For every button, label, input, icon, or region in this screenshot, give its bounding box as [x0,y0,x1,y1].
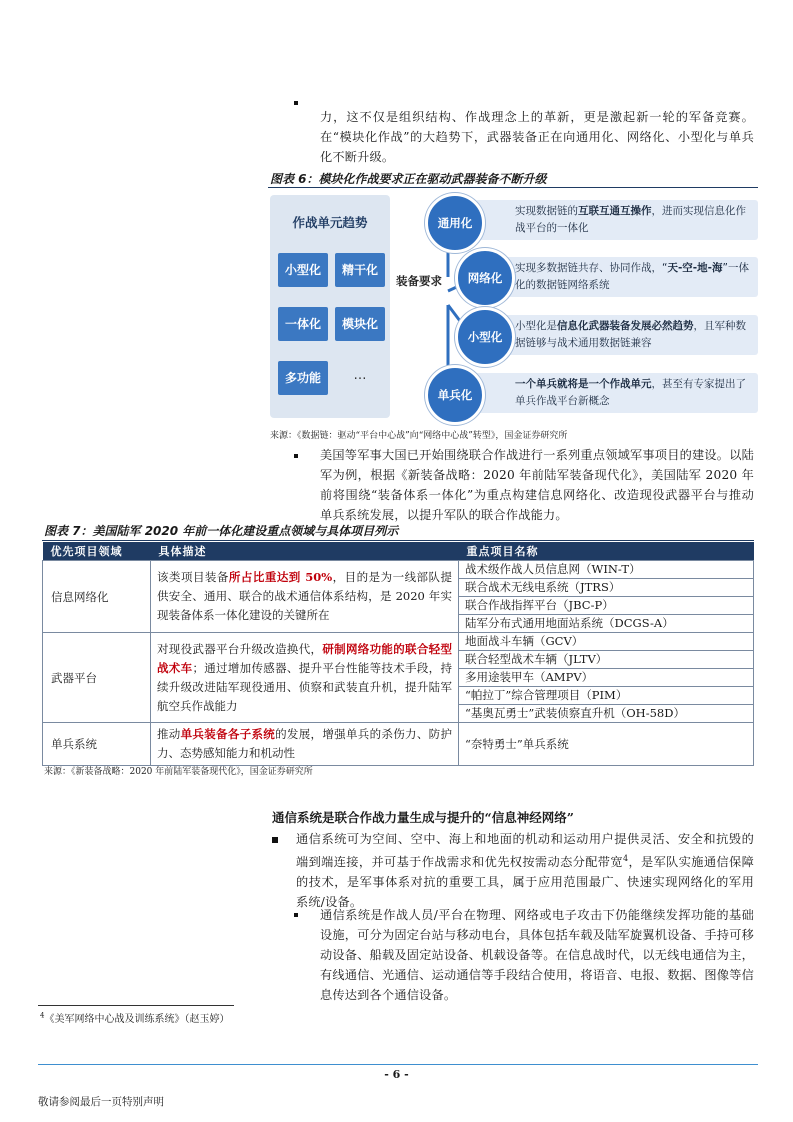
header-items: 重点项目名称 [459,542,754,561]
branch-desc-individual: 一个单兵就将是一个作战单元，甚至有专家提出了单兵作战平台新概念 [475,373,758,413]
table-row [43,561,754,579]
table-cell-item: 陆军分布式通用地面站系统（DCGS-A） [459,615,754,633]
figure6-source: 来源：《数据链：驱动“平台中心战”向“网络中心战”转型》，国金证券研究所 [270,431,568,441]
footer-rule [38,1064,758,1065]
tile-miniaturize: 小型化 [278,253,328,287]
table-cell-category: 信息网络化 [43,561,151,633]
figure6-title: 图表 6：模块化作战要求正在驱动武器装备不断升级 [270,172,547,186]
table-cell-desc: 该类项目装备所占比重达到 50%，目的是为一线部队提供安全、通用、联合的战术通信体系结构，是 2020 年实现装备体系一体化建设的关键所在 [151,561,459,633]
requirement-label: 装备要求 [396,274,442,288]
section-paragraph-2: 通信系统是作战人员/平台在物理、网络或电子攻击下仍能继续发挥功能的基础设施，可分为固定台站与移动电台，具体包括车载及陆军旋翼机设备、手持可移动设备、船载及固定站设备、机载设备等。在信息战时代，以无线电通信为主，有线通信、光通信、运动通信等手段结合使用，将语音、电报、数据、图像等信息传达到各个通信设备。 [320,908,754,1002]
figure7-title: 图表 7：美国陆军 2020 年前一体化建设重点领域与具体项目列示 [44,524,399,538]
footer-disclaimer: 敬请参阅最后一页特别声明 [38,1096,164,1108]
figure7-source: 来源：《新装备战略：2020 年前陆军装备现代化》，国金证券研究所 [44,767,313,777]
table-row [43,723,754,766]
table-cell-item: 联合战术无线电系统（JTRS） [459,579,754,597]
tile-streamline: 精干化 [335,253,385,287]
tile-modular: 模块化 [335,307,385,341]
branch-desc-miniaturize: 小型化是信息化武器装备发展必然趋势，且军种数据链够与战术通用数据链兼容 [475,315,758,355]
circle-generalize: 通用化 [425,193,485,253]
army-paragraph: 美国等军事大国已开始围绕联合作战进行一系列重点领域军事项目的建设。以陆军为例，根据《新装备战略：2020 年前陆军装备现代化》，美国陆军 2020 年前将围绕“装备体系一体化”为重点构建信息网络化、改造现役武器平台与推动单兵系统发展，以提升军队的联合作战能力。 [320,448,754,522]
footnote-number: 4 [40,1011,45,1020]
table-cell-item: “基奥瓦勇士”武装侦察直升机（OH-58D） [459,705,754,723]
branch-desc-generalize: 实现数据链的互联互通互操作，进而实现信息化作战平台的一体化 [475,200,758,240]
table-cell-desc: 推动单兵装备各子系统的发展，增强单兵的杀伤力、防护力、态势感知能力和机动性 [151,723,459,766]
table-cell-item: 联合作战指挥平台（JBC-P） [459,597,754,615]
circle-network: 网络化 [455,248,515,308]
circle-individual: 单兵化 [425,365,485,425]
table-cell-item: “奈特勇士”单兵系统 [459,723,754,766]
section-paragraph-1: 通信系统可为空间、空中、海上和地面的机动和运动用户提供灵活、安全和抗毁的端到端连接，并可基于作战需求和优先权按需动态分配带宽$^4$，是军队实施通信保障的技术，是军事体系对抗的重要工具，属于应用范围最广、快速实现网络化的军用系统/设备。 [296,832,754,910]
table-cell-item: 地面战斗车辆（GCV） [459,633,754,651]
bullet-icon [294,454,298,458]
table-cell-desc: 对现役武器平台升级改造换代，研制网络功能的联合轻型战术车；通过增加传感器、提升平台性能等技术手段，持续升级改进陆军现役通用、侦察和武装直升机，提升陆军航空兵作战能力 [151,633,459,723]
square-bullet-icon [272,837,278,843]
branch-desc-network: 实现多数据链共存、协同作战，“天-空-地-海”一体化的数据链网络系统 [475,257,758,297]
section-title: 通信系统是联合作战力量生成与提升的“信息神经网络” [272,810,574,825]
footnote-text: 《美军网络中心战及训练系统》（赵玉婷） [44,1014,230,1025]
tile-multifunction: 多功能 [278,361,328,395]
figure7-rule [42,540,754,541]
table-cell-item: 战术级作战人员信息网（WIN-T） [459,561,754,579]
circle-miniaturize: 小型化 [455,307,515,367]
figure6-rule [268,187,758,188]
footnote-ref: 4 [622,854,629,863]
priority-table [42,542,754,766]
page-number: - 6 - [384,1068,409,1081]
table-cell-item: 联合轻型战术车辆（JLTV） [459,651,754,669]
tile-integrate: 一体化 [278,307,328,341]
header-area: 优先项目领域 [43,542,151,561]
table-row [43,633,754,651]
bullet-icon [294,101,298,105]
tile-more: … [353,368,367,383]
figure6-diagram [270,195,758,423]
trend-panel-title: 作战单元趋势 [292,215,368,230]
footnote [40,1010,229,1025]
intro-paragraph: 力，这不仅是组织结构、作战理念上的革新，更是激起新一轮的军备竞赛。在“模块化作战”的大趋势下，武器装备正在向通用化、网络化、小型化与单兵化不断升级。 [320,110,754,164]
header-desc: 具体描述 [151,542,459,561]
table-cell-item: “帕拉丁”综合管理项目（PIM） [459,687,754,705]
table-cell-item: 多用途装甲车（AMPV） [459,669,754,687]
trend-panel [270,195,390,418]
table-cell-category: 武器平台 [43,633,151,723]
table-cell-category: 单兵系统 [43,723,151,766]
bullet-icon [294,913,298,917]
table-header-row [43,542,754,561]
footnote-rule [38,1005,234,1006]
